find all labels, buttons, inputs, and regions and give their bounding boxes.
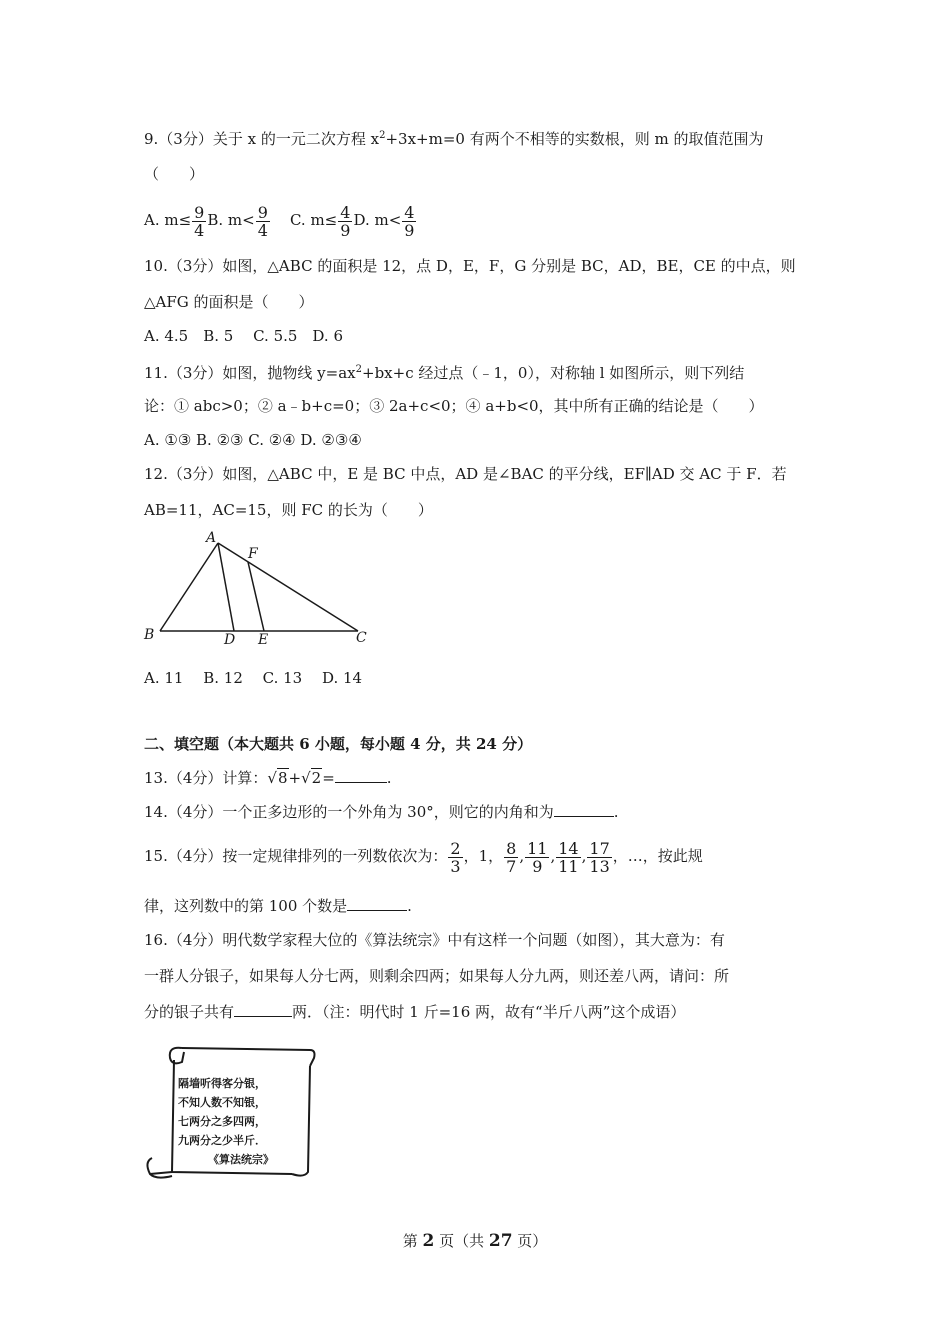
q9-frac-a-den: 4 (194, 220, 205, 240)
q12-options: A. 11 B. 12 C. 13 D. 14 (144, 669, 363, 687)
q13-radicand-8: 8 (277, 769, 288, 787)
q9-frac-c-num: 4 (340, 202, 351, 222)
q16-answer-blank[interactable] (234, 1002, 292, 1017)
q12-label-b: B (144, 627, 155, 643)
q16-scroll-line-4: 九两分之少半斤． (178, 1134, 266, 1147)
q9-opt-b: B. m< (207, 211, 255, 229)
q15-frac-3 (525, 840, 549, 875)
q12-side-ab (160, 543, 218, 631)
q15-frac-1 (448, 840, 462, 875)
q11-line2: 论：① abc>0；② a﹣b+c=0；③ 2a+c<0；④ a+b<0，其中所有正确的结论是（ ） (144, 397, 764, 415)
q15-pre: 15.（4分）按一定规律排列的一列数依次为： (144, 847, 448, 865)
q13-answer-blank[interactable] (335, 768, 387, 783)
q16-line3a: 分的银子共有 (144, 1003, 235, 1021)
q9-frac-b (256, 204, 270, 239)
q11-line1b: +bx+c 经过点（﹣1，0），对称轴 l 如图所示，则下列结 (362, 364, 745, 382)
footer-mid: 页（共 (434, 1232, 489, 1250)
footer-pre: 第 (402, 1232, 423, 1250)
q13-pre: 13.（4分）计算： (144, 769, 268, 787)
q15-frac-4-num: 14 (558, 838, 579, 858)
q9-frac-c-den: 9 (340, 220, 351, 240)
q9-frac-a-num: 9 (194, 202, 205, 222)
q15-frac-4-den: 11 (558, 856, 579, 876)
q16-line2: 一群人分银子，如果每人分七两，则剩余四两；如果每人分九两，则还差八两，请问：所 (144, 967, 730, 985)
q16-scroll-line-5: 《算法统宗》 (208, 1153, 274, 1166)
footer-page-number: 2 (422, 1231, 435, 1251)
q15-frac-3-den: 9 (532, 856, 543, 876)
q16-line3 (144, 1002, 685, 1022)
q13-end: . (386, 769, 392, 787)
q16-scroll-line-3: 七两分之多四两， (178, 1115, 266, 1128)
q12-label-e: E (258, 632, 269, 648)
q12-triangle-figure (140, 528, 380, 652)
q14-text: 14.（4分）一个正多边形的一个外角为 30°，则它的内角和为 (144, 803, 554, 821)
q15-frac-1-den: 3 (450, 856, 461, 876)
q9-stem-b: +3x+m=0 有两个不相等的实数根，则 m 的取值范围为 (385, 130, 764, 148)
q12-line1: 12.（3分）如图，△ABC 中，E 是 BC 中点，AD 是∠BAC 的平分线，EF∥AD 交 AC 于 F．若 (144, 465, 787, 483)
q9-frac-a (192, 204, 206, 239)
q11-sup: 2 (355, 364, 362, 375)
q9-sup: 2 (379, 130, 386, 141)
q11-line1 (144, 360, 744, 383)
q15-frac-5-den: 13 (589, 856, 610, 876)
q10-line2: △AFG 的面积是（ ） (144, 293, 314, 311)
footer-total-pages: 27 (488, 1231, 513, 1251)
q15-line1: 15.（4分）按一定规律排列的一列数依次为： $\frac{2}{3}$ ，1， $\frac{8}{7}$ , $\frac{11}{9}$ , $\frac{14}{11}$ , $\frac{17}{13}$ ，…，按此规 (144, 838, 703, 876)
q13-radicand-2: 2 (311, 769, 322, 787)
q15-answer-blank[interactable] (347, 896, 407, 911)
q9-stem (144, 126, 763, 149)
q13-sqrt-8: √8 (267, 769, 288, 787)
q15-frac-2 (504, 840, 518, 875)
q16-line3b: 两．（注：明代时 1 斤=16 两，故有“半斤八两”这个成语） (292, 1003, 686, 1021)
q9-frac-d-num: 4 (404, 202, 415, 222)
section2-title: 二、填空题（本大题共 6 小题，每小题 4 分，共 24 分） (144, 735, 533, 753)
q15-frac-2-num: 8 (506, 838, 517, 858)
page-footer (0, 1230, 950, 1251)
q15-frac-3-num: 11 (527, 838, 548, 858)
q9-frac-b-den: 4 (257, 220, 268, 240)
q12-label-f: F (248, 546, 258, 562)
q15-frac-4 (556, 840, 580, 875)
q10-line1: 10.（3分）如图，△ABC 的面积是 12，点 D，E，F，G 分别是 BC，AD，BE，CE 的中点，则 (144, 257, 796, 275)
q12-line2: AB=11，AC=15，则 FC 的长为（ ） (144, 501, 433, 519)
q14-line (144, 802, 619, 822)
q9-opt-d: D. m< (353, 211, 402, 229)
q9-opt-a: A. m≤ (144, 211, 192, 229)
q16-line1: 16.（4分）明代数学家程大位的《算法统宗》中有这样一个问题（如图），其大意为：有 (144, 931, 725, 949)
q12-side-ac (218, 543, 358, 631)
q15-line2 (144, 896, 412, 916)
q15-one: ，1， (463, 847, 504, 865)
footer-post: 页） (512, 1232, 548, 1250)
q12-label-c: C (356, 630, 367, 646)
q11-line1a: 11.（3分）如图，抛物线 y=ax (144, 364, 356, 382)
q14-end: . (613, 803, 619, 821)
q13-plus: + (288, 769, 302, 787)
q15-frac-1-num: 2 (450, 838, 461, 858)
q9-stem-a: 9.（3分）关于 x 的一元二次方程 x (144, 130, 380, 148)
q15-frac-5-num: 17 (589, 838, 610, 858)
q16-scroll-line-2: 不知人数不知银， (178, 1096, 266, 1109)
q12-label-d: D (224, 632, 236, 648)
q9-opt-c: C. m≤ (289, 211, 338, 229)
q15-end: . (407, 897, 412, 915)
q11-options: A. ①③ B. ②③ C. ②④ D. ②③④ (144, 431, 362, 449)
q9-options (144, 202, 417, 239)
q15-line2-text: 律，这列数中的第 100 个数是 (144, 897, 348, 915)
q9-frac-d (402, 204, 416, 239)
q12-label-a: A (206, 530, 217, 546)
q12-segment-ad (218, 543, 234, 631)
q15-frac-5 (587, 840, 611, 875)
q13-eq: = (322, 769, 335, 787)
q9-paren: （ ） (144, 165, 205, 183)
q10-options: A. 4.5 B. 5 C. 5.5 D. 6 (144, 327, 343, 345)
q15-frac-2-den: 7 (506, 856, 517, 876)
q14-answer-blank[interactable] (554, 802, 614, 817)
q9-frac-d-den: 9 (404, 220, 415, 240)
q9-frac-c (338, 204, 352, 239)
q15-post: ，…，按此规 (612, 847, 703, 865)
q13-sqrt-2: √2 (301, 769, 322, 787)
q16-scroll-line-1: 隔墙听得客分银， (178, 1077, 266, 1090)
q12-segment-ef (248, 562, 264, 631)
q16-scroll-text (178, 1074, 274, 1169)
q9-frac-b-num: 9 (257, 202, 268, 222)
q13-line (144, 768, 392, 788)
